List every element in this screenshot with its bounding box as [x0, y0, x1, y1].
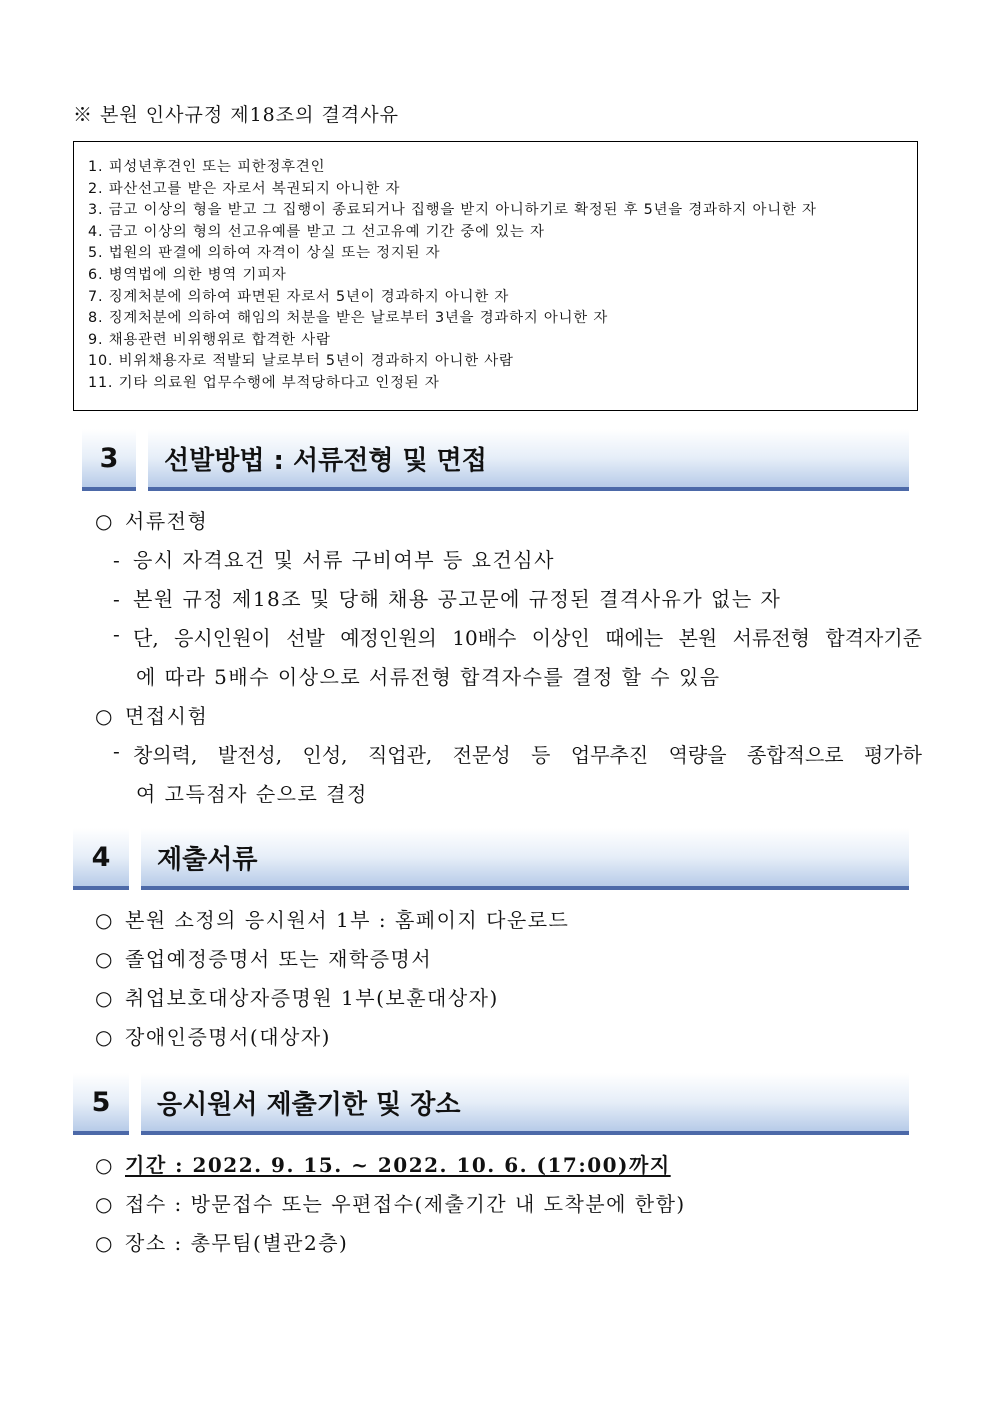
- reason-item: 5. 법원의 판결에 의하여 자격이 상실 또는 정지된 자: [88, 245, 441, 262]
- document-item-text: 졸업예정증명서 또는 재학증명서: [125, 947, 433, 971]
- circle-bullet: ○: [95, 1153, 114, 1177]
- circle-bullet: ○: [95, 947, 114, 971]
- disqualification-reasons-box: [73, 141, 918, 411]
- circle-bullet: ○: [95, 704, 114, 728]
- doc-item: [113, 544, 555, 573]
- circle-bullet: ○: [95, 509, 114, 533]
- submission-reception: [95, 1188, 686, 1217]
- circle-bullet: ○: [95, 1231, 114, 1255]
- circle-bullet: ○: [95, 1025, 114, 1049]
- interview-item: [113, 739, 922, 768]
- section-5-number: 5: [73, 1073, 129, 1135]
- circle-bullet: ○: [95, 1192, 114, 1216]
- circle-bullet: ○: [95, 908, 114, 932]
- document-item: [95, 1021, 331, 1050]
- doc-item: [113, 622, 922, 651]
- reason-item: 8. 징계처분에 의하여 해임의 처분을 받은 날로부터 3년을 경과하지 아니한 자: [88, 310, 609, 327]
- reason-item: 1. 피성년후견인 또는 피한정후견인: [88, 159, 326, 175]
- reason-item: 6. 병역법에 의한 병역 기피자: [88, 266, 287, 283]
- reason-item: 7. 징계처분에 의하여 파면된 자로서 5년이 경과하지 아니한 자: [88, 288, 510, 305]
- reason-item: 3. 금고 이상의 형을 받고 그 집행이 종료되거나 집행을 받지 아니하기로 확정된 후 5년을 경과하지 아니한 자: [88, 202, 817, 219]
- submission-period-text: 기간 : 2022. 9. 15. ~ 2022. 10. 6. (17:00)까지: [125, 1153, 671, 1177]
- dash-bullet: -: [113, 622, 122, 646]
- interview-item-continuation: 여 고득점자 순으로 결정: [136, 782, 368, 806]
- reason-item: 9. 채용관련 비위행위로 합격한 사람: [88, 331, 331, 348]
- doc-screening-label: 서류전형: [125, 509, 209, 533]
- doc-item-continuation: 에 따라 5배수 이상으로 서류전형 합격자수를 결정 할 수 있음: [136, 665, 721, 689]
- document-item: [95, 982, 499, 1011]
- interview-label: 면접시험: [125, 704, 209, 728]
- document-item: [95, 943, 432, 972]
- dash-bullet: -: [113, 548, 122, 572]
- doc-item-text: 단, 응시인원이 선발 예정인원의 10배수 이상인 때에는 본원 서류전형 합격자기준: [133, 626, 922, 650]
- reason-item: 10. 비위채용자로 적발되 날로부터 5년이 경과하지 아니한 사람: [88, 353, 514, 370]
- disqualification-note-title: ※ 본원 인사규정 제18조의 결격사유: [73, 104, 399, 126]
- doc-item-text: 응시 자격요건 및 서류 구비여부 등 요건심사: [133, 548, 555, 572]
- submission-place-text: 장소 : 총무팀(별관2층): [125, 1231, 349, 1255]
- disqualification-reasons-list: [88, 157, 817, 395]
- doc-screening-heading: [95, 505, 208, 534]
- document-item-text: 장애인증명서(대상자): [125, 1025, 331, 1049]
- section-4-title: 제출서류: [141, 828, 909, 890]
- section-5-title: 응시원서 제출기한 및 장소: [141, 1073, 909, 1135]
- doc-item-text: 본원 규정 제18조 및 당해 채용 공고문에 규정된 결격사유가 없는 자: [133, 587, 782, 611]
- reason-item: 4. 금고 이상의 형의 선고유예를 받고 그 선고유예 기간 중에 있는 자: [88, 223, 545, 240]
- interview-item-text: 창의력, 발전성, 인성, 직업관, 전문성 등 업무추진 역량을 종합적으로 평가하: [133, 743, 922, 767]
- submission-place: [95, 1227, 348, 1256]
- section-3-title: 선발방법 : 서류전형 및 면접: [148, 429, 909, 491]
- dash-bullet: -: [113, 587, 122, 611]
- reason-item: 11. 기타 의료원 업무수행에 부적당하다고 인정된 자: [88, 374, 440, 391]
- dash-bullet: -: [113, 739, 122, 763]
- reason-item: 2. 파산선고를 받은 자로서 복권되지 아니한 자: [88, 180, 401, 197]
- section-3-number: 3: [82, 429, 136, 491]
- document-item: [95, 904, 569, 933]
- circle-bullet: ○: [95, 986, 114, 1010]
- document-item-text: 취업보호대상자증명원 1부(보훈대상자): [125, 986, 499, 1010]
- interview-heading: [95, 700, 208, 729]
- section-4-number: 4: [73, 828, 129, 890]
- doc-item: [113, 583, 781, 612]
- submission-period: [95, 1149, 671, 1178]
- document-item-text: 본원 소정의 응시원서 1부 : 홈페이지 다운로드: [125, 908, 570, 932]
- submission-reception-text: 접수 : 방문접수 또는 우편접수(제출기간 내 도착분에 한함): [125, 1192, 686, 1216]
